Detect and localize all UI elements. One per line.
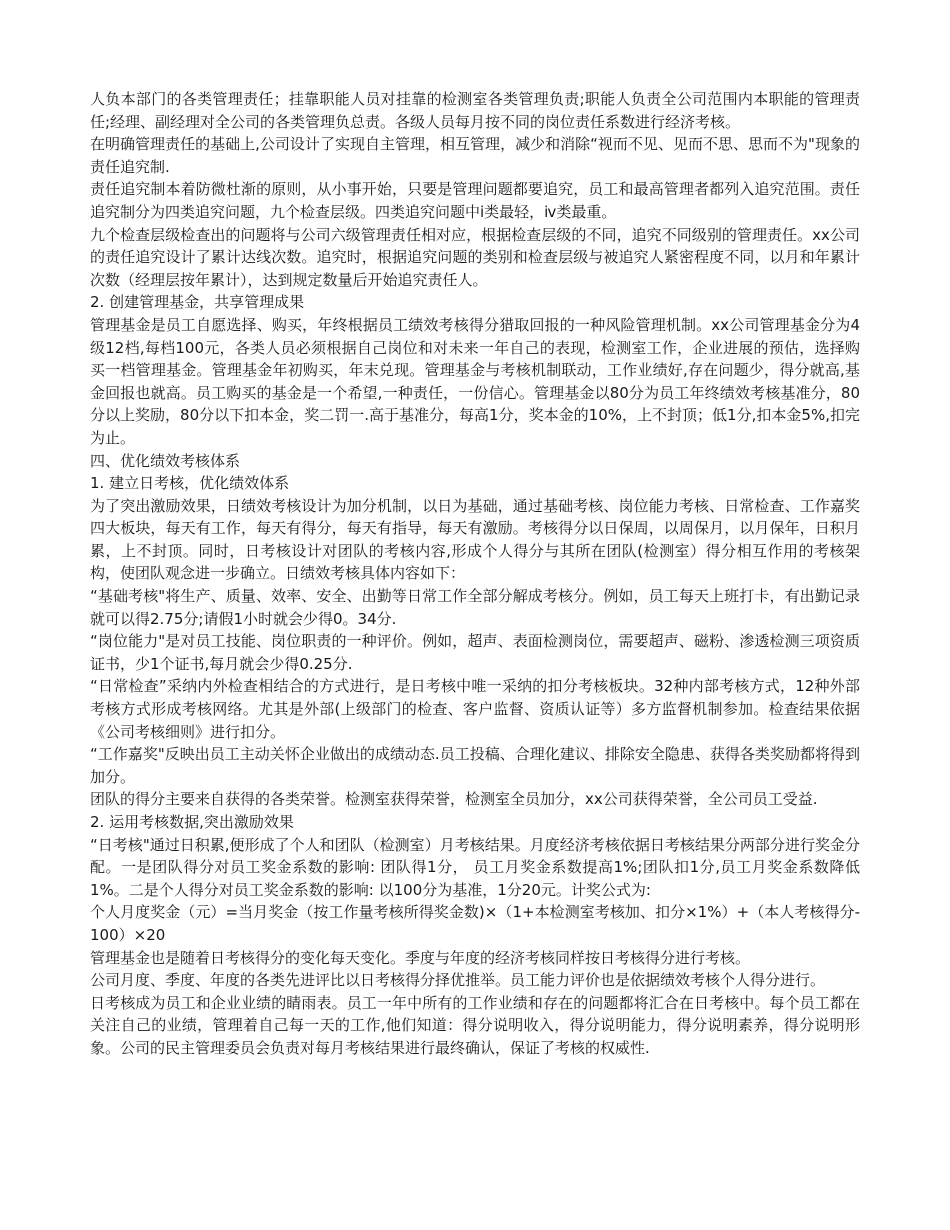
section-heading-performance-system: 四、优化绩效考核体系: [90, 451, 241, 470]
paragraph-work-reward: “工作嘉奖"反映出员工主动关怀企业做出的成绩动态.员工投稿、合理化建议、排除安全隐患、获得各类奖励都将得到加分。: [90, 745, 860, 786]
paragraph-bonus-formula: 个人月度奖金（元）=当月奖金（按工作量考核所得奖金数)×（1+本检测室考核加、扣分×1%）+（本人考核得分-100）×20: [90, 903, 860, 944]
section-heading-daily-assessment: 1. 建立日考核，优化绩效体系: [90, 474, 290, 493]
paragraph-inspection-levels: 九个检查层级检查出的问题将与公司六级管理责任相对应，根据检查层级的不同，追究不同级别的管理责任。xx公司的责任追究设计了累计达线次数。追究时，根据追究问题的类别和检查层级与被追究人紧密程度不同，以月和年累计次数（经理层按年累计），达到规定数量后开始追究责任人。: [90, 225, 860, 289]
paragraph-accountability-principle: 责任追究制本着防微杜渐的原则，从小事开始，只要是管理问题都要追究，员工和最高管理者都列入追究范围。责任追究制分为四类追究问题，九个检查层级。四类追究问题中ⅰ类最轻，ⅳ类最重。: [90, 180, 860, 221]
section-heading-assessment-data: 2. 运用考核数据,突出激励效果: [90, 813, 294, 831]
paragraph-position-ability: “岗位能力"是对员工技能、岗位职责的一种评价。例如，超声、表面检测岗位，需要超声、磁粉、渗透检测三项资质证书，少1个证书,每月就会少得0.25分.: [90, 632, 860, 673]
section-heading-management-fund: 2. 创建管理基金，共享管理成果: [90, 293, 305, 312]
document-body: [90, 88, 860, 1060]
paragraph-evaluation-basis: 公司月度、季度、年度的各类先进评比以日考核得分择优推举。员工能力评价也是依据绩效考核个人得分进行。: [90, 971, 826, 990]
paragraph-barometer: 日考核成为员工和企业业绩的睛雨表。员工一年中所有的工作业绩和存在的问题都将汇合在日考核中。每个员工都在关注自己的业绩，管理着自己每一天的工作,他们知道：得分说明收入，得分说明能力，得分说明素养，得分说明形象。公司的民主管理委员会负责对每月考核结果进行最终确认，保证了考核的权威性.: [90, 993, 860, 1057]
paragraph-daily-inspection: “日常检查”采纳内外检查相结合的方式进行，是日考核中唯一采纳的扣分考核板块。32种内部考核方式，12种外部考核方式形成考核网络。尤其是外部(上级部门的检查、客户监督、资质认证等）多方监督机制参加。检查结果依据《公司考核细则》进行扣分。: [90, 677, 860, 741]
paragraph-accountability-system: 在明确管理责任的基础上,公司设计了实现自主管理，相互管理，减少和消除“视而不见、见而不思、思而不为"现象的责任追究制.: [90, 135, 860, 176]
paragraph-team-score: 团队的得分主要来自获得的各类荣誉。检测室获得荣誉，检测室全员加分，xx公司获得荣誉，全公司员工受益.: [90, 790, 818, 809]
paragraph-management-fund: 管理基金是员工自愿选择、购买，年终根据员工绩效考核得分猎取回报的一种风险管理机制。xx公司管理基金分为4级12档,每档100元，各类人员必须根据自己岗位和对未来一年自己的表现，检测室工作，企业进展的预估，选择购买一档管理基金。管理基金年初购买，年末兑现。管理基金与考核机制联动，工作业绩好,存在问题少，得分就高,基金回报也就高。员工购买的基金是一个希望,一种责任，一份信心。管理基金以80分为员工年终绩效考核基准分，80分以上奖励，80分以下扣本金，奖二罚一.高于基准分，每高1分，奖本金的10%，上不封顶；低1分,扣本金5%,扣完为止。: [90, 315, 860, 447]
paragraph-management-responsibility: 人负本部门的各类管理责任；挂靠职能人员对挂靠的检测室各类管理负责;职能人负责全公司范围内本职能的管理责任;经理、副经理对全公司的各类管理负总责。各级人员每月按不同的岗位责任系数进行经济考核。: [90, 90, 860, 131]
paragraph-daily-assessment: 为了突出激励效果，日绩效考核设计为加分机制，以日为基础，通过基础考核、岗位能力考核、日常检查、工作嘉奖四大板块，每天有工作，每天有得分，每天有指导，每天有激励。考核得分以日保周，以周保月，以月保年，日积月累，上不封顶。同时，日考核设计对团队的考核内容,形成个人得分与其所在团队(检测室）得分相互作用的考核架构，使团队观念进一步确立。日绩效考核具体内容如下：: [90, 496, 860, 583]
paragraph-basic-assessment: “基础考核"将生产、质量、效率、安全、出勤等日常工作全部分解成考核分。例如，员工每天上班打卡，有出勤记录就可以得2.75分;请假1小时就会少得0。34分.: [90, 587, 860, 628]
paragraph-monthly-bonus: “日考核"通过日积累,便形成了个人和团队（检测室）月考核结果。月度经济考核依据日考核结果分两部分进行奖金分配。一是团队得分对员工奖金系数的影响: 团队得1分， 员工月奖金系数提高1%;团队扣1分,员工月奖金系数降低1%。二是个人得分对员工奖金系数的影响: 以100分为基准，1分20元。计奖公式为:: [90, 835, 860, 899]
paragraph-fund-daily-change: 管理基金也是随着日考核得分的变化每天变化。季度与年度的经济考核同样按日考核得分进行考核。: [90, 948, 751, 967]
